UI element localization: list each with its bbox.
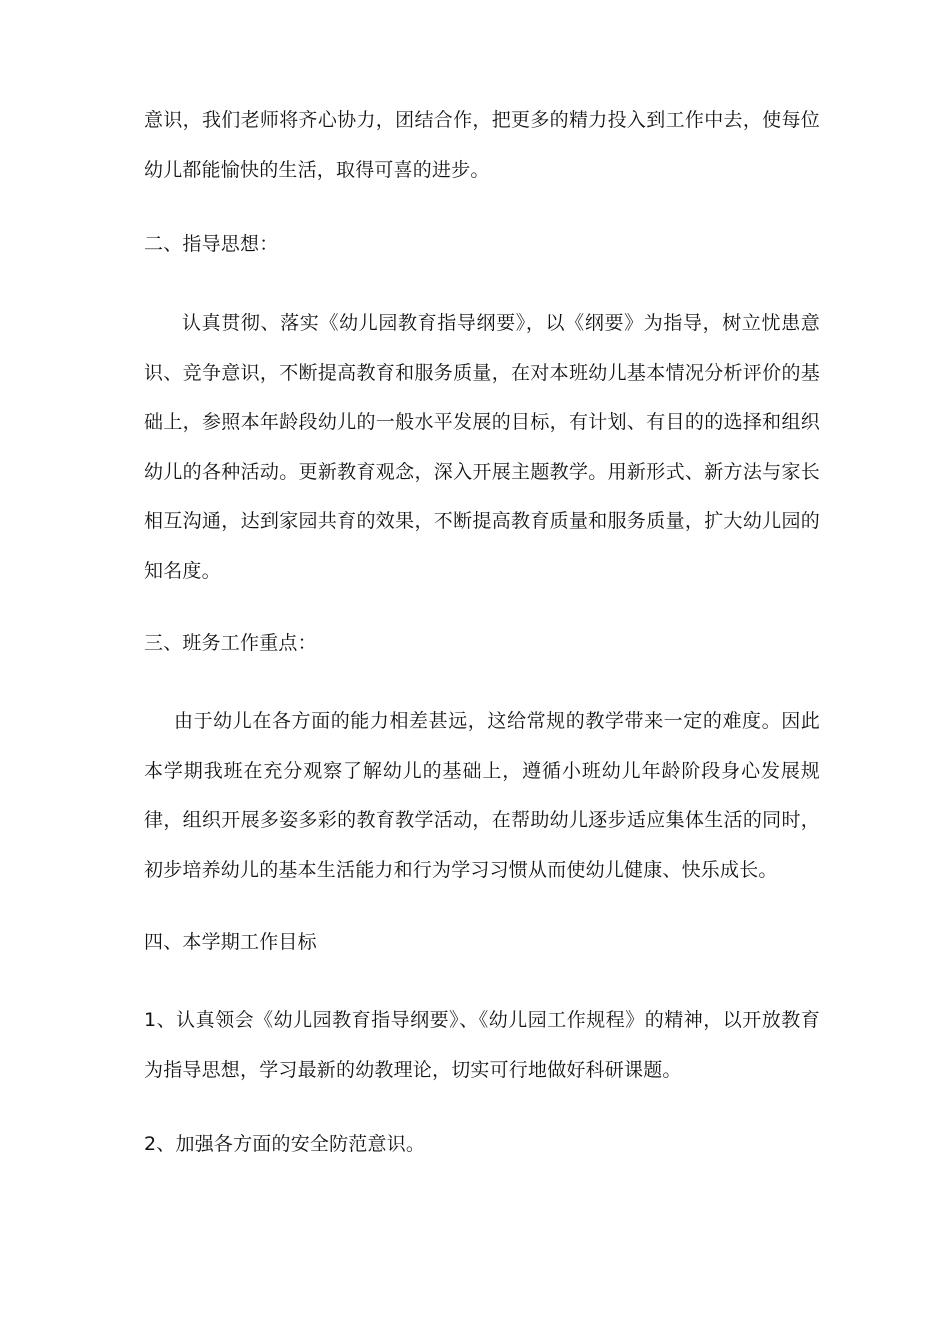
class-work-focus-paragraph: 由于幼儿在各方面的能力相差甚远，这给常规的教学带来一定的难度。因此本学期我班在充分观察了解幼儿的基础上，遵循小班幼儿年龄阶段身心发展规律，组织开展多姿多彩的教育教学活动，在帮助幼儿逐步适应集体生活的同时，初步培养幼儿的基本生活能力和行为学习习惯从而使幼儿健康、快乐成长。 (144, 710, 820, 881)
section-heading-class-work-focus: 三、班务工作重点： (144, 632, 317, 654)
guiding-ideology-paragraph: 认真贯彻、落实《幼儿园教育指导纲要》，以《纲要》为指导，树立忧患意识、竞争意识，不断提高教育和服务质量，在对本班幼儿基本情况分析评价的基础上，参照本年龄段幼儿的一般水平发展的目标，有计划、有目的的选择和组织幼儿的各种活动。更新教育观念，深入开展主题教学。用新形式、新方法与家长相互沟通，达到家园共育的效果，不断提高教育质量和服务质量，扩大幼儿园的知名度。 (144, 312, 820, 582)
goal-item-1: 1、认真领会《幼儿园教育指导纲要》、《幼儿园工作规程》的精神，以开放教育为指导思想，学习最新的幼教理论，切实可行地做好科研课题。 (144, 1009, 820, 1081)
section-heading-guiding-ideology: 二、指导思想： (144, 233, 279, 255)
goal-item-2: 2、加强各方面的安全防范意识。 (144, 1133, 426, 1155)
section-heading-semester-goals: 四、本学期工作目标 (144, 931, 317, 953)
intro-paragraph: 意识，我们老师将齐心协力，团结合作，把更多的精力投入到工作中去，使每位幼儿都能愉快的生活，取得可喜的进步。 (144, 109, 820, 181)
